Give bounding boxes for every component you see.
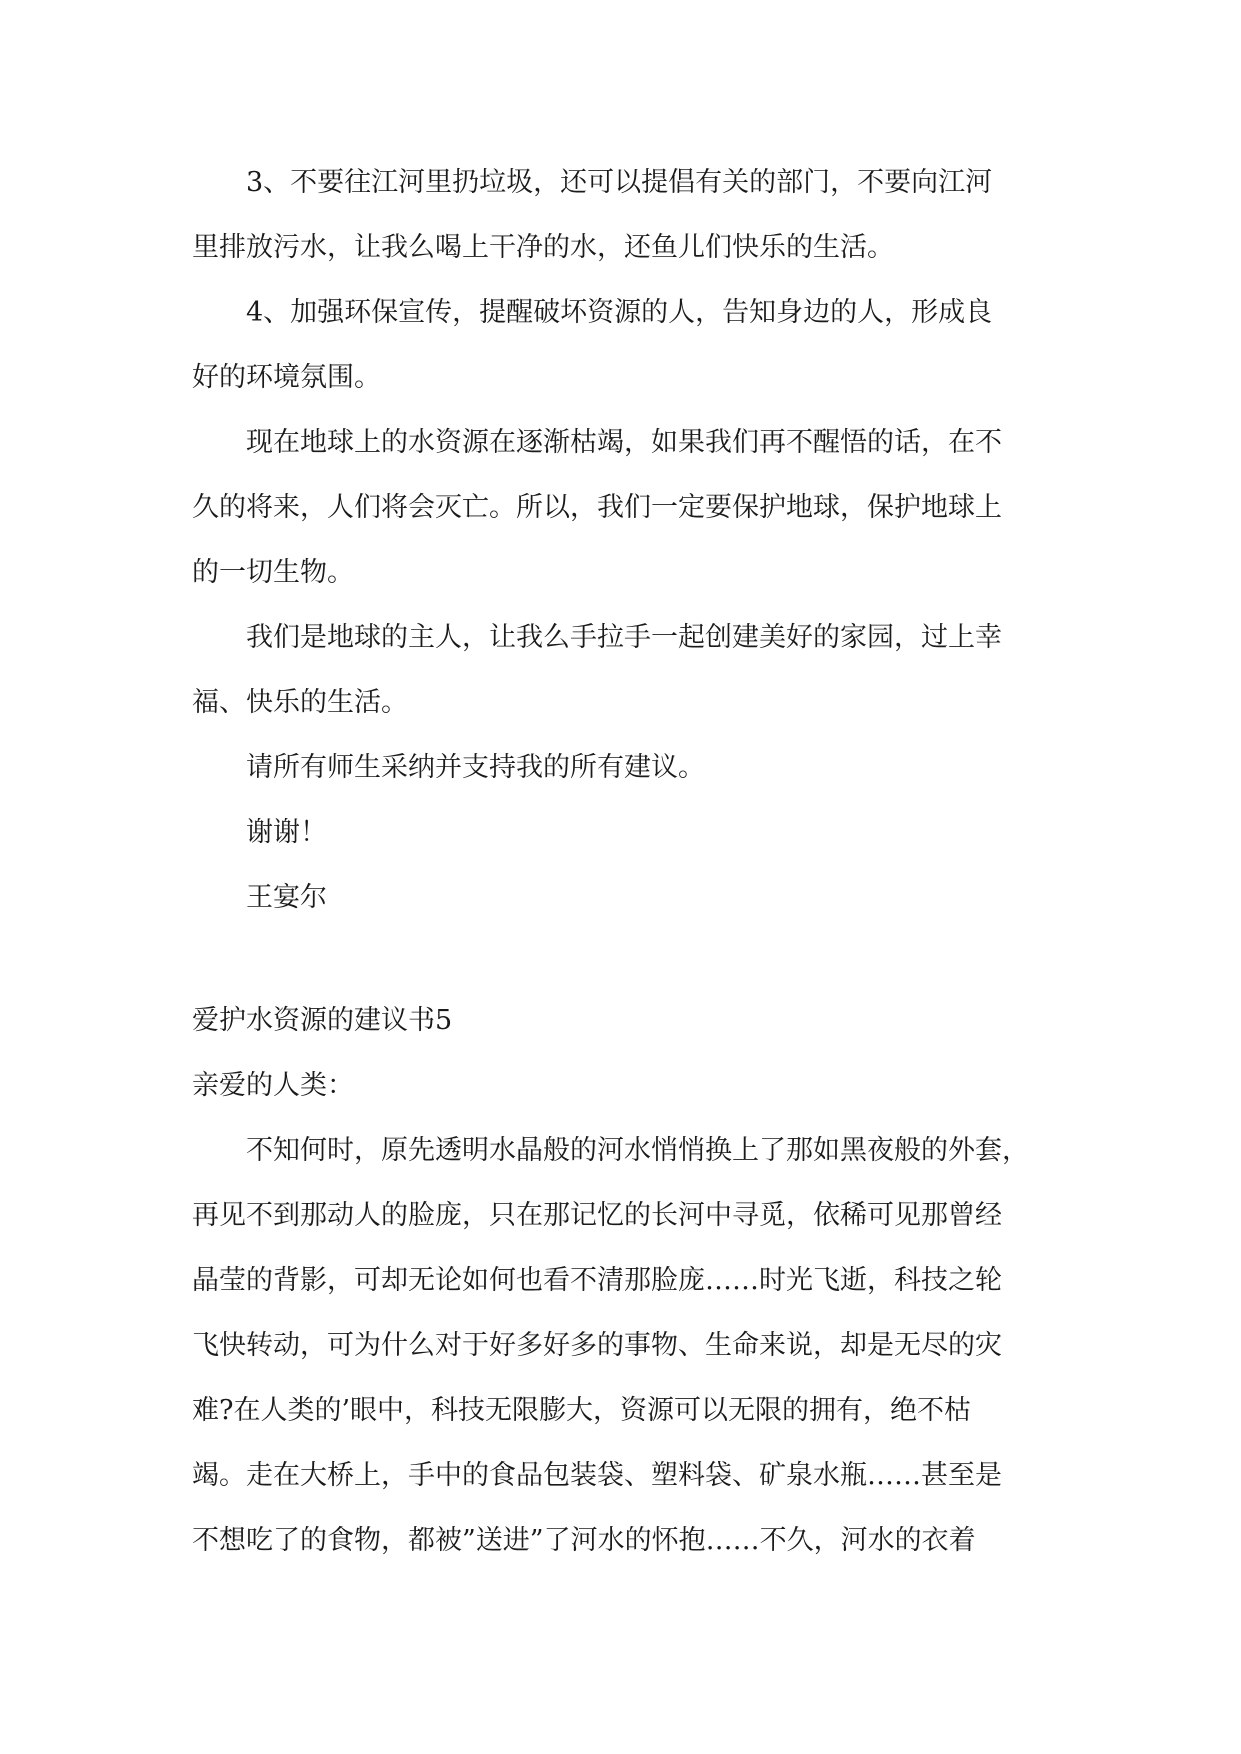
- paragraph-6-line-1: 我们是地球的主人，让我么手拉手一起创建美好的家园，过上幸: [246, 622, 1002, 653]
- paragraph-5-line-3: 的一切生物。: [192, 557, 354, 588]
- paragraph-7: 请所有师生采纳并支持我的所有建议。: [246, 752, 705, 783]
- letter-body-line-1: 不知何时，原先透明水晶般的河水悄悄换上了那如黑夜般的外套，: [246, 1135, 1029, 1166]
- paragraph-3-line-1: 3、不要往江河里扔垃圾，还可以提倡有关的部门，不要向江河: [246, 167, 993, 198]
- letter-body-line-3: 晶莹的背影，可却无论如何也看不清那脸庞……时光飞逝，科技之轮: [192, 1265, 1002, 1296]
- letter-body-line-7: 不想吃了的食物，都被”送进”了河水的怀抱……不久，河水的衣着: [192, 1525, 976, 1556]
- section-letter-5: [192, 988, 1062, 1573]
- letter-title: 爱护水资源的建议书5: [192, 1005, 453, 1036]
- thanks-line: 谢谢！: [246, 817, 327, 848]
- paragraph-5-line-2: 久的将来，人们将会灭亡。所以，我们一定要保护地球，保护地球上: [192, 492, 1002, 523]
- paragraph-4-line-1: 4、加强环保宣传，提醒破坏资源的人，告知身边的人，形成良: [246, 297, 993, 328]
- salutation: 亲爱的人类：: [192, 1070, 354, 1101]
- signature: 王宴尔: [246, 882, 327, 913]
- paragraph-4-line-2: 好的环境氛围。: [192, 362, 381, 393]
- letter-body-line-5: 难?在人类的’眼中，科技无限膨大，资源可以无限的拥有，绝不枯: [192, 1395, 972, 1426]
- section-suggestions: [192, 150, 1062, 930]
- letter-body-line-6: 竭。走在大桥上，手中的食品包装袋、塑料袋、矿泉水瓶……甚至是: [192, 1460, 1002, 1491]
- paragraph-3-line-2: 里排放污水，让我么喝上干净的水，还鱼儿们快乐的生活。: [192, 232, 894, 263]
- letter-body-line-4: 飞快转动，可为什么对于好多好多的事物、生命来说，却是无尽的灾: [192, 1330, 1002, 1361]
- paragraph-6-line-2: 福、快乐的生活。: [192, 687, 408, 718]
- paragraph-5-line-1: 现在地球上的水资源在逐渐枯竭，如果我们再不醒悟的话，在不: [246, 427, 1002, 458]
- letter-body-line-2: 再见不到那动人的脸庞，只在那记忆的长河中寻觅，依稀可见那曾经: [192, 1200, 1002, 1231]
